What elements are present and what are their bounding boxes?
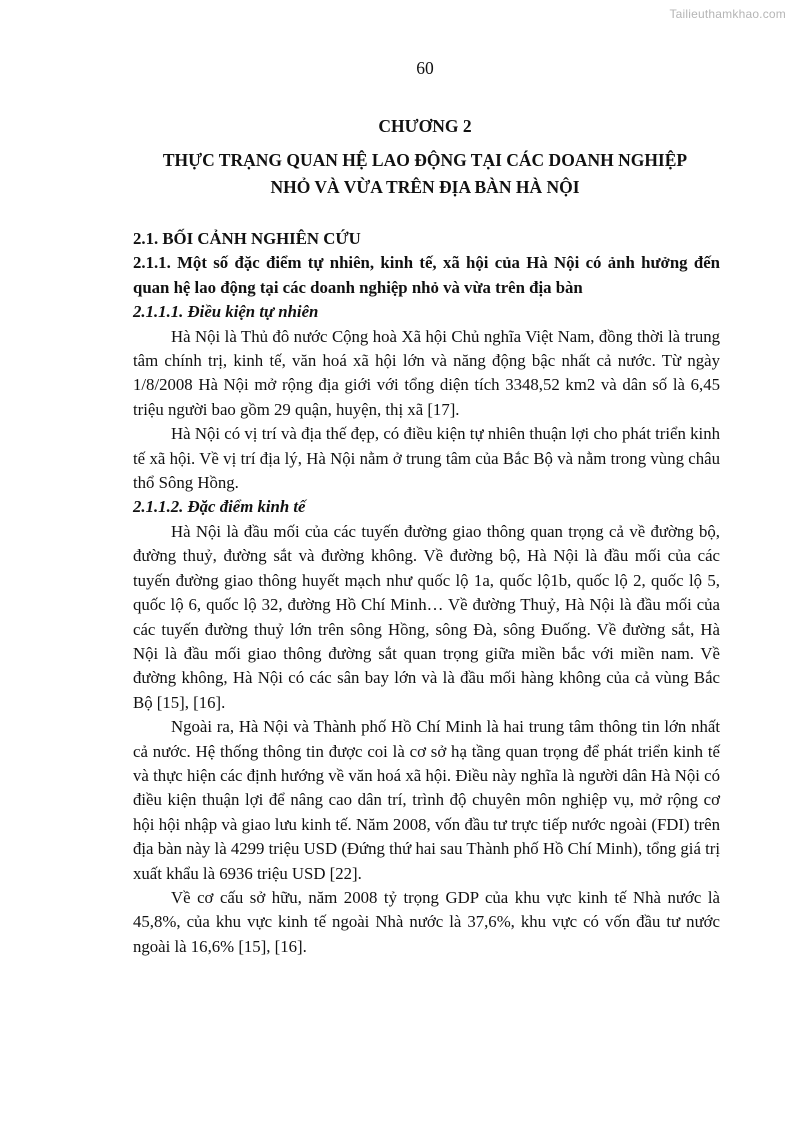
chapter-label: CHƯƠNG 2 <box>378 116 472 136</box>
paragraph: Ngoài ra, Hà Nội và Thành phố Hồ Chí Minh là hai trung tâm thông tin lớn nhất cả nước. Hệ thống thông tin được coi là cơ sở hạ tầng quan trọng để phát triển kinh tế và thực hiện các định hướng về văn hoá xã hội. Điều này nghĩa là người dân Hà Nội có điều kiện thuận lợi để nâng cao dân trí, trình độ chuyên môn nghiệp vụ, mở rộng cơ hội hội nhập và giao lưu kinh tế. Năm 2008, vốn đầu tư trực tiếp nước ngoài (FDI) trên địa bàn này là 4299 triệu USD (Đứng thứ hai sau Thành phố Hồ Chí Minh), tổng giá trị xuất khẩu là 6936 triệu USD [22]. <box>133 717 720 883</box>
section-heading-2-1-1-1: 2.1.1.1. Điều kiện tự nhiên <box>133 302 319 322</box>
chapter-title: THỰC TRẠNG QUAN HỆ LAO ĐỘNG TẠI CÁC DOANH NGHIỆP NHỎ VÀ VỪA TRÊN ĐỊA BÀN HÀ NỘI <box>162 150 688 197</box>
section-heading-2-1-1-2: 2.1.1.2. Đặc điểm kinh tế <box>133 497 306 517</box>
watermark: Tailieuthamkhao.com <box>669 7 786 21</box>
paragraph: Hà Nội là đầu mối của các tuyến đường giao thông quan trọng cả về đường bộ, đường thuỷ, đường sắt và đường không. Về đường bộ, Hà Nội là đầu mối của các tuyến đường giao thông huyết mạch như quốc lộ 1a, quốc lộ1b, quốc lộ 2, quốc lộ 5, quốc lộ 6, quốc lộ 32, đường Hồ Chí Minh… Về đường Thuỷ, Hà Nội là đầu mối của các tuyến đường thuỷ lớn trên sông Hồng, sông Đà, sông Đuống. Về đường sắt, Hà Nội là đầu mối giao thông đường sắt quan trọng giữa miền bắc với miền nam. Về đường không, Hà Nội có các sân bay lớn và là đầu mối hàng không của cả vùng Bắc Bộ [15], [16]. <box>133 521 720 712</box>
paragraph: Hà Nội là Thủ đô nước Cộng hoà Xã hội Chủ nghĩa Việt Nam, đồng thời là trung tâm chính trị, kinh tế, văn hoá xã hội lớn và năng động bậc nhất cả nước. Từ ngày 1/8/2008 Hà Nội mở rộng địa giới với tổng diện tích 3348,52 km2 và dân số là 6,45 triệu người bao gồm 29 quận, huyện, thị xã [17]. <box>133 326 720 419</box>
paragraph: Về cơ cấu sở hữu, năm 2008 tỷ trọng GDP của khu vực kinh tế Nhà nước là 45,8%, của khu vực kinh tế ngoài Nhà nước là 37,6%, khu vực có vốn đầu tư nước ngoài là 16,6% [15], [16]. <box>133 887 720 956</box>
section-heading-2-1: 2.1. BỐI CẢNH NGHIÊN CỨU <box>133 229 361 248</box>
section-heading-2-1-1: 2.1.1. Một số đặc điểm tự nhiên, kinh tế, xã hội của Hà Nội có ảnh hưởng đến quan hệ lao động tại các doanh nghiệp nhỏ và vừa trên địa bàn <box>133 253 720 297</box>
paragraph: Hà Nội có vị trí và địa thế đẹp, có điều kiện tự nhiên thuận lợi cho phát triển kinh tế xã hội. Về vị trí địa lý, Hà Nội nằm ở trung tâm của Bắc Bộ và nằm trong vùng châu thổ Sông Hồng. <box>133 424 720 493</box>
page-body <box>133 227 720 959</box>
page-number: 60 <box>416 58 434 78</box>
